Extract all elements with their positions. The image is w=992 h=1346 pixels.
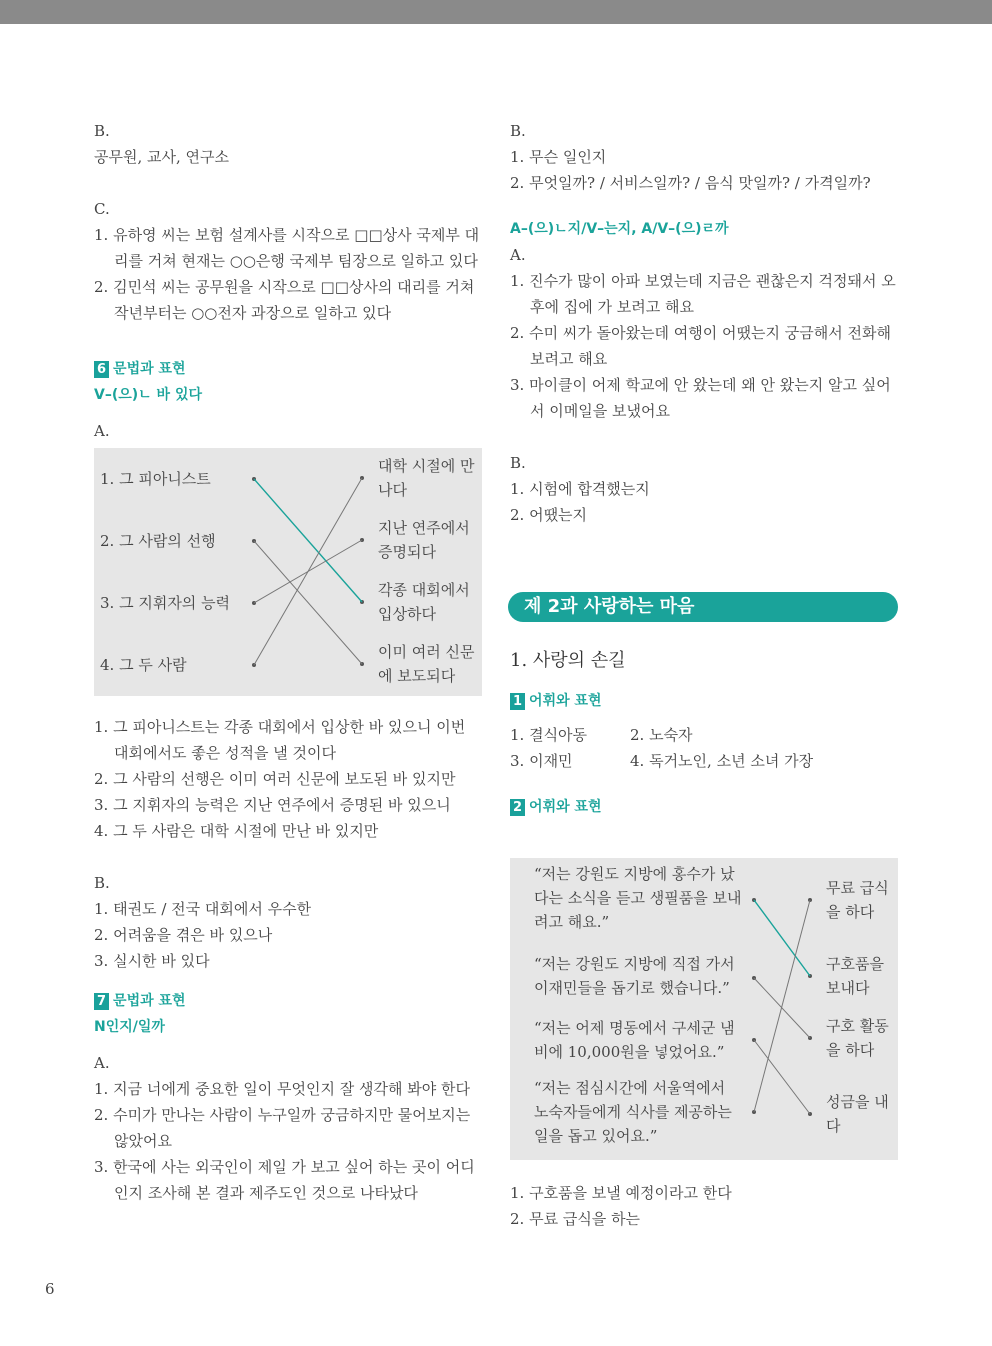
match-left-item: “저는 점심시간에 서울역에서 노숙자들에게 식사를 제공하는 일을 돕고 있어요.” <box>534 1079 732 1145</box>
top-header-bar <box>0 0 992 24</box>
vocab-row <box>510 722 902 748</box>
section-heading-2 <box>510 794 902 820</box>
vocab-item: 2. 노숙자 <box>630 726 693 744</box>
match-line <box>754 900 810 976</box>
section-number: 2 <box>510 799 525 816</box>
grammar-pattern: A–(으)ㄴ지/V–는지, A/V–(으)ㄹ까 <box>510 221 729 237</box>
answer-item: 4. 그 두 사람은 대학 시절에 만난 바 있지만 <box>94 822 379 840</box>
answer-item: 1. 지금 너에게 중요한 일이 무엇인지 잘 생각해 봐야 한다 <box>94 1080 471 1098</box>
vocab-item: 1. 결식아동 <box>510 726 588 744</box>
answer-item: 2. 어려움을 겪은 바 있으나 <box>94 926 273 944</box>
answer-item: 3. 그 지휘자의 능력은 지난 연주에서 증명된 바 있으니 <box>94 796 451 814</box>
right-column-bottom <box>510 1180 902 1232</box>
match-right-item: 성금을 내다 <box>826 1093 889 1135</box>
matching-exercise-6 <box>94 448 482 696</box>
section-title: 문법과 표현 <box>113 361 186 377</box>
section-title: 문법과 표현 <box>113 993 186 1009</box>
section-heading-6 <box>94 356 482 382</box>
chapter-banner: 제 2과 사랑하는 마음 <box>508 592 898 622</box>
section-heading-1 <box>510 688 902 714</box>
match-left-item: “저는 어제 명동에서 구세군 냄비에 10,000원을 넣었어요.” <box>534 1019 735 1061</box>
match-right-item: 지난 연주에서 증명되다 <box>378 519 470 561</box>
answer-item: 2. 그 사람의 선행은 이미 여러 신문에 보도된 바 있지만 <box>94 770 456 788</box>
answer-item: 3. 실시한 바 있다 <box>94 952 210 970</box>
match-left-item: 4. 그 두 사람 <box>100 656 187 674</box>
answer-item: 1. 그 피아니스트는 각종 대회에서 입상한 바 있으니 이번 대회에서도 좋은 성적을 낼 것이다 <box>94 718 466 762</box>
answer-item: 1. 태권도 / 전국 대회에서 우수한 <box>94 900 312 918</box>
match-line <box>254 478 362 665</box>
match-right-item: 구호 활동을 하다 <box>826 1017 889 1059</box>
grammar-pattern: V–(으)ㄴ 바 있다 <box>94 387 202 403</box>
left-column-bottom <box>94 714 482 1206</box>
answer-item: 2. 무료 급식을 하는 <box>510 1210 641 1228</box>
section-letter: B. <box>94 122 110 140</box>
answer-item: 3. 마이클이 어제 학교에 안 왔는데 왜 안 왔는지 알고 싶어서 이메일을 보냈어요 <box>510 376 891 420</box>
section-letter: A. <box>94 1054 110 1072</box>
section-number: 7 <box>94 993 109 1010</box>
match-left-item: 2. 그 사람의 선행 <box>100 532 216 550</box>
grammar-pattern: N인지/일까 <box>94 1019 165 1035</box>
section-title: 어휘와 표현 <box>529 799 602 815</box>
match-left-item: 1. 그 피아니스트 <box>100 470 211 488</box>
left-column-top <box>94 118 482 444</box>
match-right-item: 무료 급식을 하다 <box>826 879 889 921</box>
match-line <box>754 1040 810 1114</box>
answer-item: 1. 유하영 씨는 보험 설계사를 시작으로 □□상사 국제부 대리를 거쳐 현재는 ○○은행 국제부 팀장으로 일하고 있다 <box>94 226 480 270</box>
answer-item: 2. 김민석 씨는 공무원을 시작으로 □□상사의 대리를 거쳐 작년부터는 ○○전자 과장으로 일하고 있다 <box>94 278 475 322</box>
section-letter: A. <box>510 246 526 264</box>
vocab-item: 3. 이재민 <box>510 752 573 770</box>
match-right-item: 구호품을 보내다 <box>826 955 884 997</box>
match-left-item: “저는 강원도 지방에 홍수가 났다는 소식을 듣고 생필품을 보내려고 해요.” <box>534 865 742 931</box>
section-letter: C. <box>94 200 110 218</box>
lesson-title: 1. 사랑의 손길 <box>510 650 626 671</box>
section-letter: A. <box>94 422 110 440</box>
match-right-item: 이미 여러 신문에 보도되다 <box>378 643 475 685</box>
answer-item: 1. 진수가 많이 아파 보였는데 지금은 괜찮은지 걱정돼서 오후에 집에 가 보려고 해요 <box>510 272 896 316</box>
answer-item: 2. 수미가 만나는 사람이 누구일까 궁금하지만 물어보지는 않았어요 <box>94 1106 471 1150</box>
right-column-middle <box>510 648 902 820</box>
match-line <box>254 541 362 664</box>
vocab-item: 4. 독거노인, 소년 소녀 가장 <box>630 752 814 770</box>
match-left-item: “저는 강원도 지방에 직접 가서 이재민들을 돕기로 했습니다.” <box>534 955 735 997</box>
answer-line: 공무원, 교사, 연구소 <box>94 148 229 166</box>
section-letter: B. <box>94 874 110 892</box>
match-right-item: 각종 대회에서 입상하다 <box>378 581 470 623</box>
answer-item: 1. 시험에 합격했는지 <box>510 480 650 498</box>
match-line <box>254 479 362 602</box>
section-letter: B. <box>510 454 526 472</box>
answer-item: 2. 수미 씨가 돌아왔는데 여행이 어땠는지 궁금해서 전화해 보려고 해요 <box>510 324 891 368</box>
section-number: 1 <box>510 693 525 710</box>
answer-item: 2. 무엇일까? / 서비스일까? / 음식 맛일까? / 가격일까? <box>510 174 871 192</box>
match-right-item: 대학 시절에 만나다 <box>378 457 475 499</box>
answer-item: 1. 무슨 일인지 <box>510 148 607 166</box>
section-number: 6 <box>94 361 109 378</box>
answer-item: 3. 한국에 사는 외국인이 제일 가 보고 싶어 하는 곳이 어디인지 조사해 본 결과 제주도인 것으로 나타났다 <box>94 1158 475 1202</box>
matching-exercise-2 <box>510 858 898 1160</box>
section-title: 어휘와 표현 <box>529 693 602 709</box>
section-letter: B. <box>510 122 526 140</box>
answer-item: 2. 어땠는지 <box>510 506 588 524</box>
match-left-item: 3. 그 지휘자의 능력 <box>100 594 231 612</box>
right-column-top <box>510 118 902 528</box>
answer-item: 1. 구호품을 보낼 예정이라고 한다 <box>510 1184 732 1202</box>
match-line <box>754 978 810 1038</box>
match-line <box>754 900 810 1112</box>
page-number: 6 <box>45 1280 55 1298</box>
vocab-row <box>510 748 902 774</box>
section-heading-7 <box>94 988 482 1014</box>
